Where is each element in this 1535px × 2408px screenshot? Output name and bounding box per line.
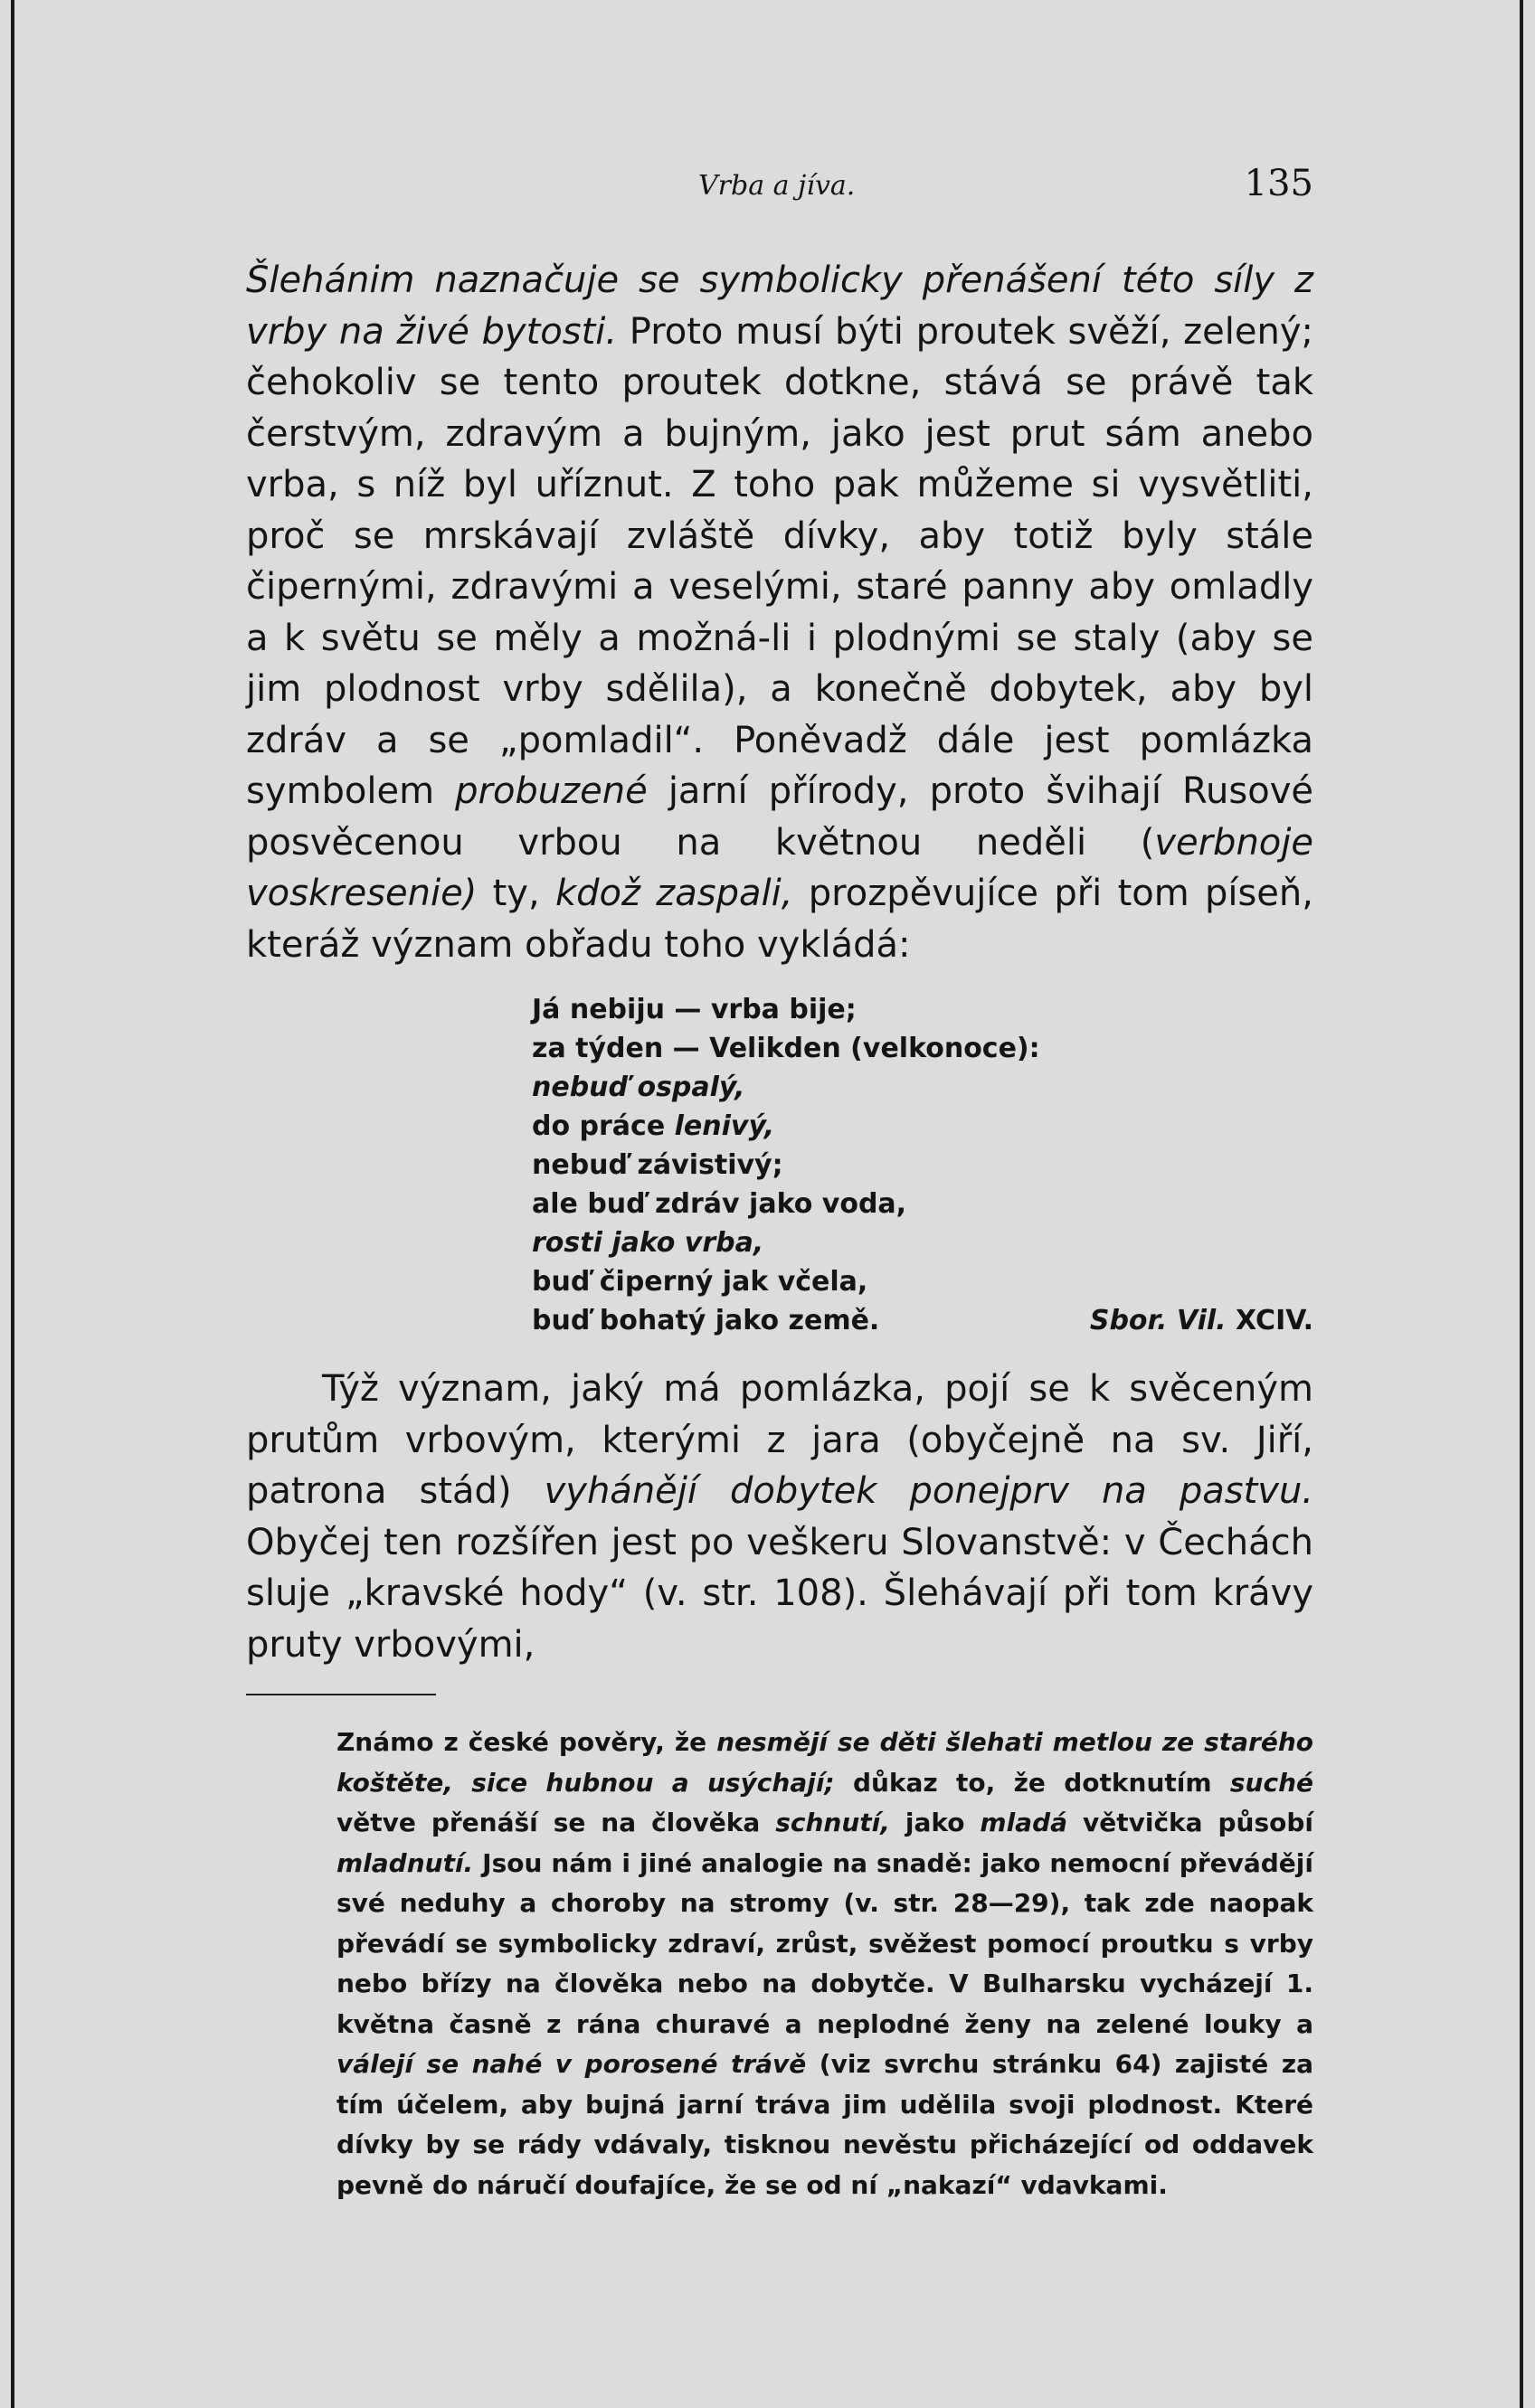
- footnote: [336, 1723, 1313, 2205]
- text-span: Jsou nám i jiné analogie na snadě: jako nemocní převádějí své neduhy a choroby na stromy (v. str. 28—29), tak zde naopak převádí se symbolicky zdraví, zrůst, svěžest pomocí proutku s vrby nebo břízy na člověka nebo na dobytče. V Bulharsku vycházejí 1. května časně z rána churavé a neplodné ženy na zelené louky a: [336, 1847, 1313, 2039]
- text-span: Známo z české pověry, že: [336, 1727, 717, 1757]
- italic-span: verbnoje voskresenie): [246, 821, 1313, 914]
- italic-span: vyhánějí dobytek ponejprv na pastvu.: [544, 1470, 1314, 1512]
- page-number: 135: [1244, 163, 1313, 204]
- italic-span: schnutí,: [775, 1808, 890, 1837]
- italic-span: kdož zaspali,: [554, 873, 793, 914]
- main-text-2: [246, 1364, 1313, 1670]
- book-page: [246, 163, 1313, 2205]
- italic-span: nesmějí se děti šlehati metlou ze starého koštěte, sice hubnou a usýchají;: [336, 1727, 1313, 1798]
- italic-span: mladnutí.: [336, 1847, 474, 1878]
- text-span: Obyčej ten rozšířen jest po veškeru Slovanstvě: v Čechách sluje „kravské hody“ (v. str. 108). Šlehávají při tom krávy pruty vrbovými,: [246, 1521, 1313, 1666]
- paragraph-1: [246, 255, 1313, 970]
- scan-edge-left: [11, 0, 14, 2408]
- poem-line: ale buď zdráv jako voda,: [532, 1188, 907, 1220]
- source-italic: Sbor. Vil.: [1089, 1305, 1227, 1336]
- text-span: prozpěvujíce při tom píseň, kteráž význam obřadu toho vykládá:: [246, 873, 1313, 966]
- footnote-rule: [246, 1694, 436, 1695]
- text-span: Proto musí býti proutek svěží, zelený; čehokoliv se tento proutek dotkne, stává se právě tak čerstvým, zdravým a bujným, jako jest prut sám anebo vrba, s níž byl uříznut. Z toho pak můžeme si vysvětliti, proč se mrskávají zvláště dívky, aby totiž byly stále čipernými, zdravými a veselými, staré panny aby omladly a k světu se měly a možná-li i plodnými se staly (aby se jim plodnost vrby sdělila), a konečně dobytek, aby byl zdráv a se „pomladil“. Poněvadž dále jest pomlázka symbolem: [246, 310, 1314, 812]
- text-span: větve přenáší se na člověka: [336, 1808, 776, 1837]
- italic-span: suché: [1229, 1767, 1313, 1798]
- text-span: důkaz to, že dotknutím: [834, 1767, 1230, 1798]
- source-number: XCIV.: [1236, 1305, 1313, 1336]
- page-header: [246, 163, 1313, 217]
- poem-line: za týden — Velikden (velkonoce):: [532, 1033, 1040, 1064]
- poem-line-with-source: [532, 1301, 1313, 1340]
- scan-edge-right: [1520, 0, 1523, 2408]
- main-text: [246, 255, 1313, 970]
- poem-text: buď bohatý jako země.: [532, 1305, 880, 1336]
- poem-line: Já nebiju — vrba bije;: [532, 994, 857, 1025]
- poem-source: [1090, 1301, 1313, 1340]
- paragraph-2: [246, 1364, 1313, 1670]
- running-title: Vrba a jíva.: [698, 170, 856, 202]
- text-span: ty,: [477, 873, 555, 914]
- poem-line: [532, 1107, 1313, 1146]
- poem-text: do práce: [532, 1110, 666, 1142]
- text-span: (viz svrchu stránku 64) zajisté za tím účelem, aby bujná jarní tráva jim udělila svoji plodnost. Které dívky by se rády vdávaly, tisknou nevěstu přicházející od oddavek pevně do náručí doufajíce, že se od ní „nakazí“ vdavkami.: [336, 2049, 1313, 2200]
- italic-span: mladá: [980, 1808, 1068, 1837]
- poem-line: buď čiperný jak včela,: [532, 1266, 868, 1298]
- poem-block: [532, 990, 1313, 1340]
- poem-italic: lenivý,: [674, 1110, 775, 1142]
- italic-span: válejí se nahé v porosené trávě: [336, 2049, 807, 2079]
- text-span: větvička působí: [1067, 1808, 1314, 1837]
- text-span: jako: [889, 1808, 981, 1837]
- poem-line: nebuď závistivý;: [532, 1149, 783, 1181]
- text-span: Týž význam, jaký má pomlázka, pojí se k svěceným prutům vrbovým, kterými z jara (obyčejně na sv. Jiří, patrona stád): [246, 1368, 1313, 1512]
- italic-lead: Šlehánim naznačuje se symbolicky přenášení této síly z vrby na živé bytosti.: [246, 260, 1313, 353]
- text-span: jarní přírody, proto švihají Rusové posvěcenou vrbou na květnou neděli (: [246, 770, 1313, 864]
- poem-line: nebuď ospalý,: [532, 1072, 745, 1103]
- poem-line: rosti jako vrba,: [532, 1227, 764, 1259]
- italic-span: probuzené: [455, 770, 648, 812]
